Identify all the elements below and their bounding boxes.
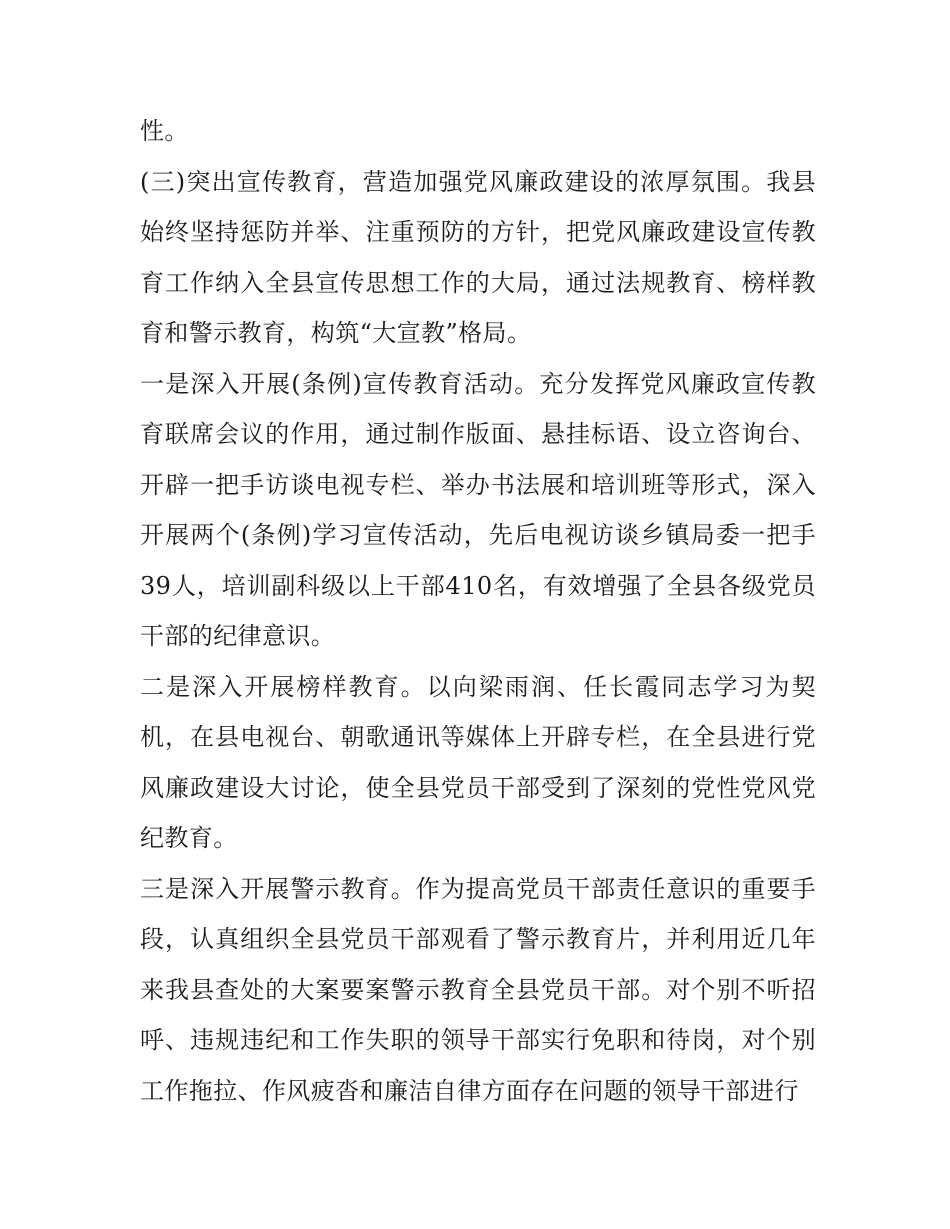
paragraph-regulation-education: 一是深入开展(条例)宣传教育活动。充分发挥党风廉政宣传教育联席会议的作用，通过制作版面、悬挂标语、设立咨询台、开辟一把手访谈电视专栏、举办书法展和培训班等形式，深入开展两个(条例)学习宣传活动，先后电视访谈乡镇局委一把手39人，培训副科级以上干部410名，有效增强了全县各级党员干部的纪律意识。 bbox=[140, 369, 816, 650]
document-body bbox=[140, 106, 816, 1116]
paragraph-continuation: 性。 bbox=[140, 117, 189, 145]
paragraph-section-three: (三)突出宣传教育，营造加强党风廉政建设的浓厚氛围。我县始终坚持惩防并举、注重预防的方针，把党风廉政建设宣传教育工作纳入全县宣传思想工作的大局，通过法规教育、榜样教育和警示教育，构筑“大宣教”格局。 bbox=[140, 167, 816, 347]
paragraph-role-model-education: 二是深入开展榜样教育。以向梁雨润、任长霞同志学习为契机，在县电视台、朝歌通讯等媒体上开辟专栏，在全县进行党风廉政建设大讨论，使全县党员干部受到了深刻的党性党风党纪教育。 bbox=[140, 672, 816, 852]
paragraph-warning-education: 三是深入开展警示教育。作为提高党员干部责任意识的重要手段，认真组织全县党员干部观看了警示教育片，并利用近几年来我县查处的大案要案警示教育全县党员干部。对个别不听招呼、违规违纪和工作失职的领导干部实行免职和待岗，对个别工作拖拉、作风疲沓和廉洁自律方面存在问题的领导干部进行 bbox=[140, 874, 816, 1105]
